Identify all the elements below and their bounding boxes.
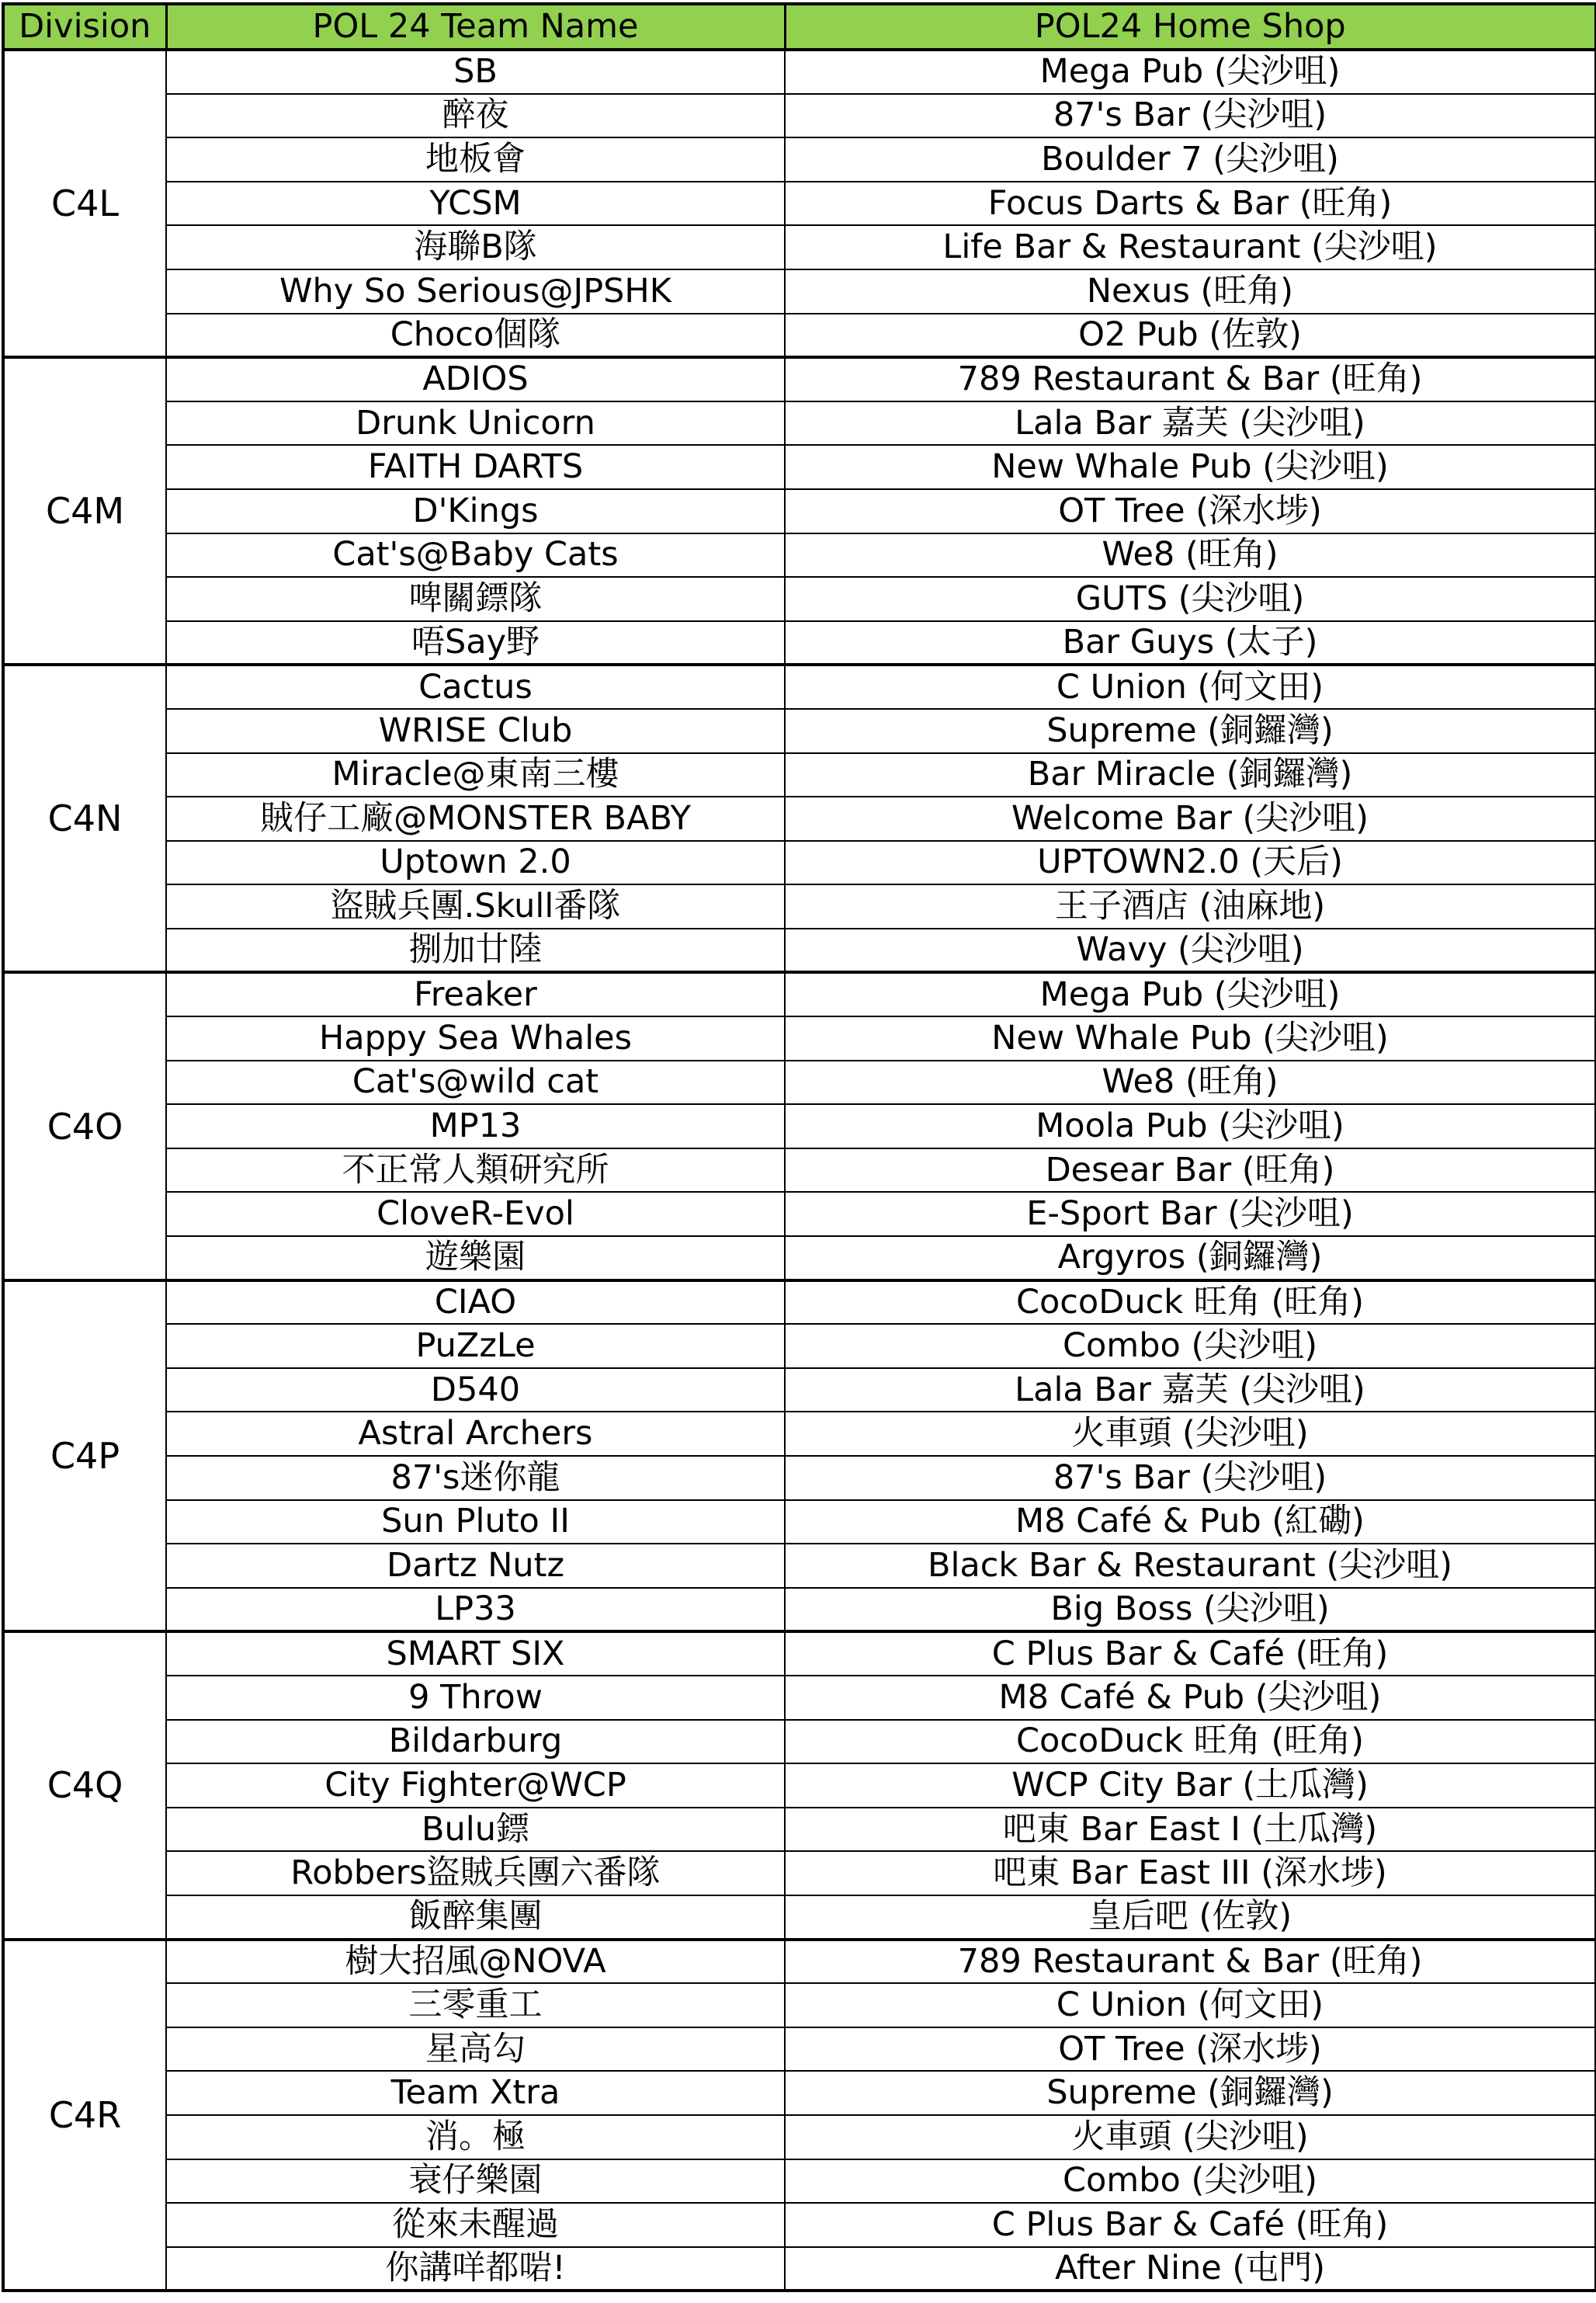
table-row — [3, 1983, 1596, 2027]
team-name-cell: 醉夜 — [166, 94, 785, 138]
team-name-cell: 唔Say野 — [166, 621, 785, 665]
home-shop-cell: 789 Restaurant & Bar (旺角) — [785, 357, 1596, 401]
team-name-cell: 賊仔工廠@MONSTER BABY — [166, 797, 785, 841]
table-row — [3, 2027, 1596, 2072]
home-shop-cell: C Plus Bar & Café (旺角) — [785, 2203, 1596, 2247]
team-name-cell: D'Kings — [166, 489, 785, 533]
home-shop-cell: 火車頭 (尖沙咀) — [785, 2115, 1596, 2159]
table-row — [3, 1808, 1596, 1852]
home-shop-cell: OT Tree (深水埗) — [785, 2027, 1596, 2072]
table-row — [3, 621, 1596, 665]
table-row — [3, 1763, 1596, 1808]
header-row — [3, 4, 1596, 50]
team-name-cell: Drunk Unicorn — [166, 401, 785, 446]
table-row — [3, 1104, 1596, 1148]
header-home-shop: POL24 Home Shop — [785, 4, 1596, 50]
home-shop-cell: New Whale Pub (尖沙咀) — [785, 1016, 1596, 1061]
table-row — [3, 884, 1596, 929]
team-name-cell: 捌加廿陸 — [166, 929, 785, 973]
team-name-cell: 不正常人類研究所 — [166, 1148, 785, 1193]
home-shop-cell: 789 Restaurant & Bar (旺角) — [785, 1940, 1596, 1984]
home-shop-cell: Supreme (銅鑼灣) — [785, 2071, 1596, 2115]
home-shop-cell: Mega Pub (尖沙咀) — [785, 50, 1596, 94]
team-name-cell: 樹大招風@NOVA — [166, 1940, 785, 1984]
table-row — [3, 401, 1596, 446]
team-name-cell: Sun Pluto II — [166, 1500, 785, 1544]
table-row — [3, 489, 1596, 533]
team-name-cell: 你講咩都啱! — [166, 2247, 785, 2291]
home-shop-cell: GUTS (尖沙咀) — [785, 577, 1596, 621]
table-row — [3, 1544, 1596, 1588]
division-cell: C4P — [3, 1280, 166, 1632]
home-shop-cell: Nexus (旺角) — [785, 269, 1596, 314]
team-name-cell: 飯醉集團 — [166, 1895, 785, 1940]
division-cell: C4L — [3, 50, 166, 357]
team-name-cell: 三零重工 — [166, 1983, 785, 2027]
table-row — [3, 445, 1596, 489]
table-row — [3, 1412, 1596, 1456]
home-shop-cell: Big Boss (尖沙咀) — [785, 1588, 1596, 1632]
team-name-cell: CIAO — [166, 1280, 785, 1325]
team-name-cell: 地板會 — [166, 137, 785, 182]
team-name-cell: 87's迷你龍 — [166, 1456, 785, 1500]
table-row — [3, 753, 1596, 797]
home-shop-cell: Focus Darts & Bar (旺角) — [785, 182, 1596, 226]
table-row — [3, 94, 1596, 138]
home-shop-cell: Supreme (銅鑼灣) — [785, 709, 1596, 753]
home-shop-cell: Combo (尖沙咀) — [785, 1324, 1596, 1368]
table-row — [3, 1016, 1596, 1061]
division-group — [3, 1280, 1596, 1632]
home-shop-cell: Lala Bar 嘉芙 (尖沙咀) — [785, 1368, 1596, 1412]
table-row — [3, 1851, 1596, 1895]
table-row — [3, 577, 1596, 621]
division-cell: C4N — [3, 665, 166, 972]
home-shop-cell: 皇后吧 (佐敦) — [785, 1895, 1596, 1940]
table-row — [3, 1676, 1596, 1720]
table-row — [3, 1192, 1596, 1236]
home-shop-cell: 王子酒店 (油麻地) — [785, 884, 1596, 929]
table-row — [3, 2247, 1596, 2291]
team-name-cell: Bildarburg — [166, 1720, 785, 1764]
table-row — [3, 1368, 1596, 1412]
table-row — [3, 314, 1596, 358]
header-division: Division — [3, 4, 166, 50]
home-shop-cell: Mega Pub (尖沙咀) — [785, 972, 1596, 1016]
team-name-cell: D540 — [166, 1368, 785, 1412]
team-name-cell: CloveR-Evol — [166, 1192, 785, 1236]
home-shop-cell: 火車頭 (尖沙咀) — [785, 1412, 1596, 1456]
team-name-cell: FAITH DARTS — [166, 445, 785, 489]
home-shop-cell: C Union (何文田) — [785, 665, 1596, 709]
team-name-cell: 盜賊兵團.Skull番隊 — [166, 884, 785, 929]
home-shop-cell: 87's Bar (尖沙咀) — [785, 94, 1596, 138]
table-row — [3, 665, 1596, 709]
home-shop-cell: Bar Guys (太子) — [785, 621, 1596, 665]
home-shop-cell: 吧東 Bar East III (深水埗) — [785, 1851, 1596, 1895]
division-group — [3, 972, 1596, 1280]
table-row — [3, 50, 1596, 94]
division-table — [2, 2, 1596, 2292]
division-group — [3, 665, 1596, 972]
team-name-cell: SMART SIX — [166, 1631, 785, 1676]
home-shop-cell: Bar Miracle (銅鑼灣) — [785, 753, 1596, 797]
table-row — [3, 2203, 1596, 2247]
team-name-cell: Happy Sea Whales — [166, 1016, 785, 1061]
home-shop-cell: OT Tree (深水埗) — [785, 489, 1596, 533]
team-name-cell: YCSM — [166, 182, 785, 226]
home-shop-cell: We8 (旺角) — [785, 533, 1596, 578]
team-name-cell: 9 Throw — [166, 1676, 785, 1720]
table-row — [3, 269, 1596, 314]
team-name-cell: MP13 — [166, 1104, 785, 1148]
division-group — [3, 357, 1596, 665]
table-row — [3, 797, 1596, 841]
home-shop-cell: Desear Bar (旺角) — [785, 1148, 1596, 1193]
home-shop-cell: Argyros (銅鑼灣) — [785, 1236, 1596, 1280]
home-shop-cell: CocoDuck 旺角 (旺角) — [785, 1280, 1596, 1325]
home-shop-cell: 87's Bar (尖沙咀) — [785, 1456, 1596, 1500]
table-row — [3, 1588, 1596, 1632]
home-shop-cell: C Union (何文田) — [785, 1983, 1596, 2027]
table-row — [3, 1940, 1596, 1984]
table-row — [3, 2115, 1596, 2159]
home-shop-cell: Life Bar & Restaurant (尖沙咀) — [785, 225, 1596, 269]
division-group — [3, 50, 1596, 357]
home-shop-cell: Welcome Bar (尖沙咀) — [785, 797, 1596, 841]
division-cell: C4O — [3, 972, 166, 1280]
team-name-cell: Freaker — [166, 972, 785, 1016]
team-name-cell: 從來未醒過 — [166, 2203, 785, 2247]
home-shop-cell: New Whale Pub (尖沙咀) — [785, 445, 1596, 489]
team-name-cell: 遊樂園 — [166, 1236, 785, 1280]
table-row — [3, 841, 1596, 885]
division-group — [3, 1631, 1596, 1939]
home-shop-cell: Boulder 7 (尖沙咀) — [785, 137, 1596, 182]
team-name-cell: LP33 — [166, 1588, 785, 1632]
team-name-cell: 星高勾 — [166, 2027, 785, 2072]
team-name-cell: Astral Archers — [166, 1412, 785, 1456]
home-shop-cell: CocoDuck 旺角 (旺角) — [785, 1720, 1596, 1764]
team-name-cell: Bulu鏢 — [166, 1808, 785, 1852]
home-shop-cell: O2 Pub (佐敦) — [785, 314, 1596, 358]
home-shop-cell: WCP City Bar (土瓜灣) — [785, 1763, 1596, 1808]
home-shop-cell: M8 Café & Pub (尖沙咀) — [785, 1676, 1596, 1720]
team-name-cell: ADIOS — [166, 357, 785, 401]
table-row — [3, 2071, 1596, 2115]
team-name-cell: 消。極 — [166, 2115, 785, 2159]
team-name-cell: Uptown 2.0 — [166, 841, 785, 885]
table-row — [3, 1456, 1596, 1500]
division-cell: C4Q — [3, 1631, 166, 1939]
team-name-cell: 衰仔樂園 — [166, 2159, 785, 2204]
table-row — [3, 972, 1596, 1016]
team-name-cell: 啤關鏢隊 — [166, 577, 785, 621]
header-team-name: POL 24 Team Name — [166, 4, 785, 50]
home-shop-cell: Lala Bar 嘉芙 (尖沙咀) — [785, 401, 1596, 446]
home-shop-cell: Moola Pub (尖沙咀) — [785, 1104, 1596, 1148]
table-row — [3, 1631, 1596, 1676]
table-row — [3, 1280, 1596, 1325]
home-shop-cell: We8 (旺角) — [785, 1061, 1596, 1105]
table-row — [3, 533, 1596, 578]
team-name-cell: PuZzLe — [166, 1324, 785, 1368]
team-name-cell: Cactus — [166, 665, 785, 709]
team-name-cell: Cat's@wild cat — [166, 1061, 785, 1105]
table-row — [3, 709, 1596, 753]
division-cell: C4R — [3, 1940, 166, 2291]
division-cell: C4M — [3, 357, 166, 665]
home-shop-cell: Wavy (尖沙咀) — [785, 929, 1596, 973]
table-row — [3, 1061, 1596, 1105]
home-shop-cell: C Plus Bar & Café (旺角) — [785, 1631, 1596, 1676]
table-row — [3, 182, 1596, 226]
table-row — [3, 1895, 1596, 1940]
team-name-cell: Cat's@Baby Cats — [166, 533, 785, 578]
home-shop-cell: After Nine (屯門) — [785, 2247, 1596, 2291]
team-name-cell: City Fighter@WCP — [166, 1763, 785, 1808]
table-header — [3, 4, 1596, 50]
division-group — [3, 1940, 1596, 2291]
team-name-cell: WRISE Club — [166, 709, 785, 753]
table-row — [3, 2159, 1596, 2204]
home-shop-cell: M8 Café & Pub (紅磡) — [785, 1500, 1596, 1544]
home-shop-cell: UPTOWN2.0 (天后) — [785, 841, 1596, 885]
table-row — [3, 1720, 1596, 1764]
table-row — [3, 1500, 1596, 1544]
table-row — [3, 1148, 1596, 1193]
home-shop-cell: 吧東 Bar East I (土瓜灣) — [785, 1808, 1596, 1852]
home-shop-cell: Black Bar & Restaurant (尖沙咀) — [785, 1544, 1596, 1588]
home-shop-cell: E-Sport Bar (尖沙咀) — [785, 1192, 1596, 1236]
team-name-cell: Choco個隊 — [166, 314, 785, 358]
team-name-cell: Dartz Nutz — [166, 1544, 785, 1588]
team-name-cell: SB — [166, 50, 785, 94]
team-name-cell: 海聯B隊 — [166, 225, 785, 269]
table-row — [3, 929, 1596, 973]
team-name-cell: Robbers盜賊兵團六番隊 — [166, 1851, 785, 1895]
team-name-cell: Team Xtra — [166, 2071, 785, 2115]
table-row — [3, 357, 1596, 401]
table-row — [3, 1236, 1596, 1280]
team-name-cell: Why So Serious@JPSHK — [166, 269, 785, 314]
table-row — [3, 225, 1596, 269]
table-row — [3, 1324, 1596, 1368]
home-shop-cell: Combo (尖沙咀) — [785, 2159, 1596, 2204]
team-name-cell: Miracle@東南三樓 — [166, 753, 785, 797]
table-row — [3, 137, 1596, 182]
